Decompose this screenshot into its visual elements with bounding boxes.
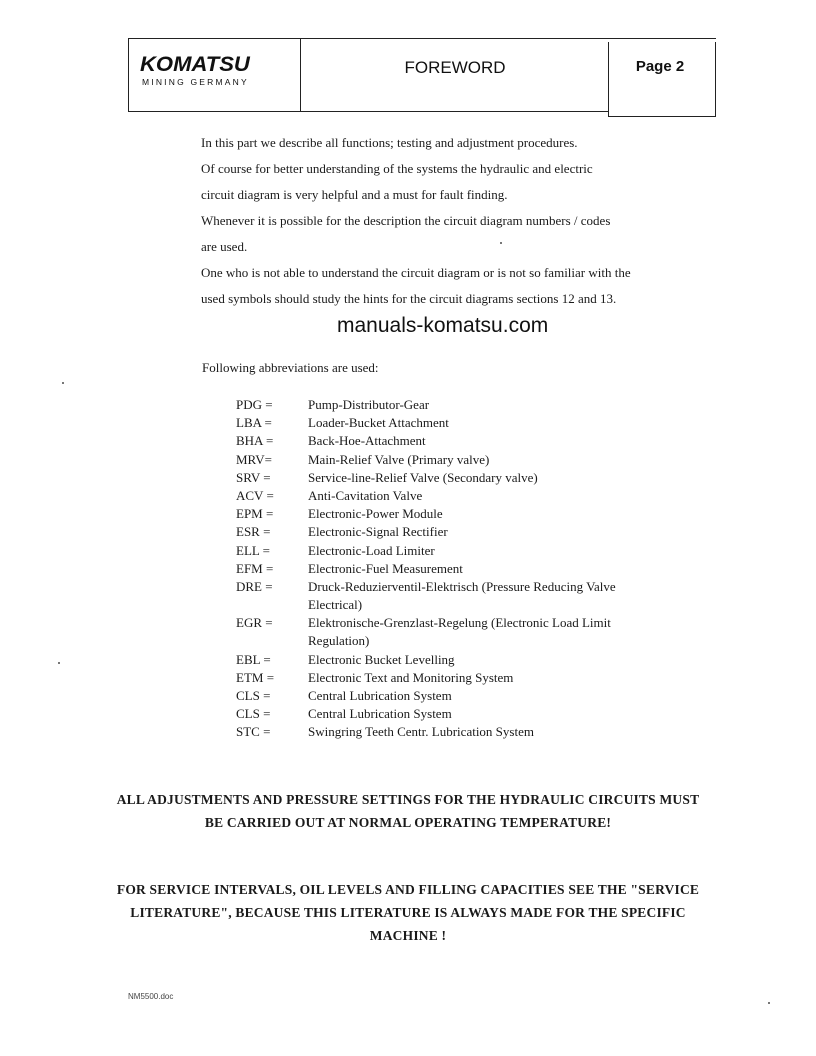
intro-paragraph	[201, 130, 721, 312]
intro-line: used symbols should study the hints for the circuit diagrams sections 12 and 13.	[201, 291, 617, 306]
abbreviation-code: CLS =	[236, 706, 271, 722]
logo-subtitle: MINING GERMANY	[142, 77, 249, 87]
abbreviation-code: LBA =	[236, 415, 272, 431]
abbreviation-code: EPM =	[236, 506, 274, 522]
abbreviation-description: Pump-Distributor-Gear	[308, 397, 430, 412]
abbreviation-description: Loader-Bucket Attachment	[308, 415, 449, 431]
abbreviation-code: EBL =	[236, 651, 271, 667]
abbreviation-description: Central Lubrication System	[308, 706, 452, 722]
abbreviation-description: Electronic Text and Monitoring System	[308, 669, 514, 685]
service-literature-notice: FOR SERVICE INTERVALS, OIL LEVELS AND FILLING CAPACITIES SEE THE "SERVICE LITERATURE", BECAUSE THIS LITERATURE IS ALWAYS MADE FOR THE SPECIFIC MACHINE !	[116, 882, 700, 943]
abbreviation-code: EGR =	[236, 615, 273, 631]
intro-line: circuit diagram is very helpful and a must for fault finding.	[201, 187, 508, 202]
abbreviation-description: Druck-Reduzierventil-Elektrisch (Pressure Reducing Valve Electrical)	[308, 578, 616, 612]
abbreviation-code: ESR =	[236, 524, 271, 540]
abbreviation-code: PDG =	[236, 397, 273, 412]
intro-line: In this part we describe all functions; testing and adjustment procedures.	[201, 135, 578, 150]
abbreviation-description: Electronic Bucket Levelling	[308, 651, 455, 667]
abbreviation-description: Main-Relief Valve (Primary valve)	[308, 451, 490, 467]
scan-speck	[58, 662, 60, 664]
abbreviation-code: DRE =	[236, 578, 273, 594]
abbreviation-description: Service-line-Relief Valve (Secondary valve)	[308, 469, 538, 485]
abbreviation-code: SRV =	[236, 469, 271, 485]
abbreviation-description: Central Lubrication System	[308, 688, 452, 704]
abbreviation-code: CLS =	[236, 688, 271, 704]
abbreviation-description: Electronic-Fuel Measurement	[308, 560, 463, 576]
abbreviations-heading: Following abbreviations are used:	[202, 360, 379, 375]
intro-line: are used.	[201, 239, 248, 254]
page-number: Page 2	[635, 58, 685, 75]
company-logo	[140, 54, 286, 87]
abbreviation-description: Anti-Cavitation Valve	[308, 487, 423, 503]
abbreviation-code: ACV =	[236, 487, 274, 503]
watermark-text: manuals-komatsu.com	[337, 314, 549, 337]
scan-speck	[500, 242, 502, 244]
scan-speck	[62, 382, 64, 384]
abbreviation-description: Electronic-Signal Rectifier	[308, 524, 448, 540]
temperature-notice: ALL ADJUSTMENTS AND PRESSURE SETTINGS FOR THE HYDRAULIC CIRCUITS MUST BE CARRIED OUT AT NORMAL OPERATING TEMPERATURE!	[116, 792, 700, 830]
abbreviation-description: Swingring Teeth Centr. Lubrication System	[308, 724, 534, 740]
scan-speck	[768, 1002, 770, 1004]
logo-wordmark: KOMATSU	[140, 53, 250, 76]
abbreviation-code: ELL =	[236, 542, 270, 558]
footer-filename: NM5500.doc	[128, 992, 174, 1001]
intro-line: Whenever it is possible for the description the circuit diagram numbers / codes	[201, 213, 611, 228]
abbreviation-description: Electronic-Power Module	[308, 506, 443, 522]
page-title: FOREWORD	[404, 58, 506, 77]
intro-line: One who is not able to understand the circuit diagram or is not so familiar with the	[201, 265, 631, 280]
abbreviation-code: ETM =	[236, 669, 275, 685]
abbreviation-code: STC =	[236, 724, 271, 740]
abbreviation-code: MRV=	[236, 451, 272, 467]
abbreviation-description: Back-Hoe-Attachment	[308, 433, 426, 449]
abbreviation-code: EFM =	[236, 560, 274, 576]
abbreviation-description: Elektronische-Grenzlast-Regelung (Electronic Load Limit Regulation)	[308, 615, 611, 649]
abbreviation-description: Electronic-Load Limiter	[308, 542, 435, 558]
intro-line: Of course for better understanding of the systems the hydraulic and electric	[201, 161, 593, 176]
abbreviation-code: BHA =	[236, 433, 274, 449]
